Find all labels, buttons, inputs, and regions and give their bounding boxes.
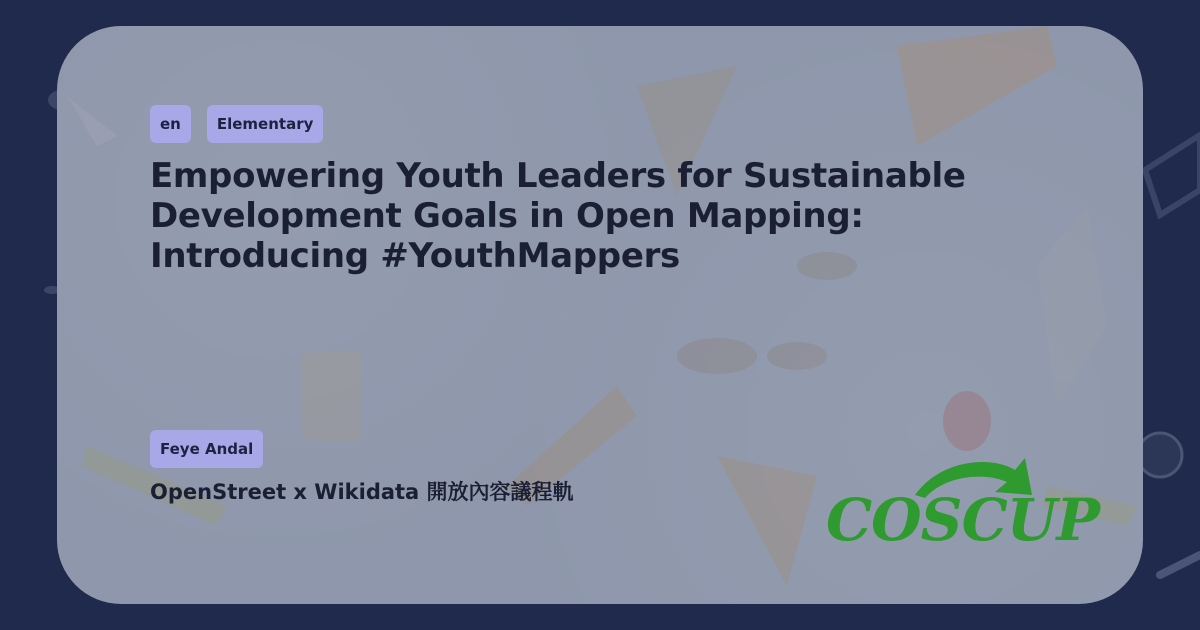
decor-shape	[1145, 135, 1200, 215]
decor-pizza-shape	[717, 456, 817, 586]
decor-shape	[1160, 555, 1200, 575]
decor-shape	[677, 338, 757, 374]
language-tag: en	[150, 105, 191, 143]
speaker-tag: Feye Andal	[150, 430, 263, 468]
decor-shape	[767, 342, 827, 370]
level-tag: Elementary	[207, 105, 324, 143]
decor-shape	[1138, 433, 1182, 477]
decor-cup-shape	[302, 351, 362, 441]
coscup-logo	[820, 450, 1110, 560]
track-name: OpenStreet x Wikidata 開放內容議程軌	[150, 480, 574, 504]
decor-shape	[943, 391, 991, 451]
tag-row	[150, 105, 323, 143]
session-title: Empowering Youth Leaders for Sustainable Development Goals in Open Mapping: Introducing #YouthMappers	[150, 156, 966, 276]
decor-pizza-shape	[897, 26, 1057, 146]
logo-wordmark: COSCUP	[826, 486, 1099, 554]
decor-shape	[67, 96, 117, 146]
